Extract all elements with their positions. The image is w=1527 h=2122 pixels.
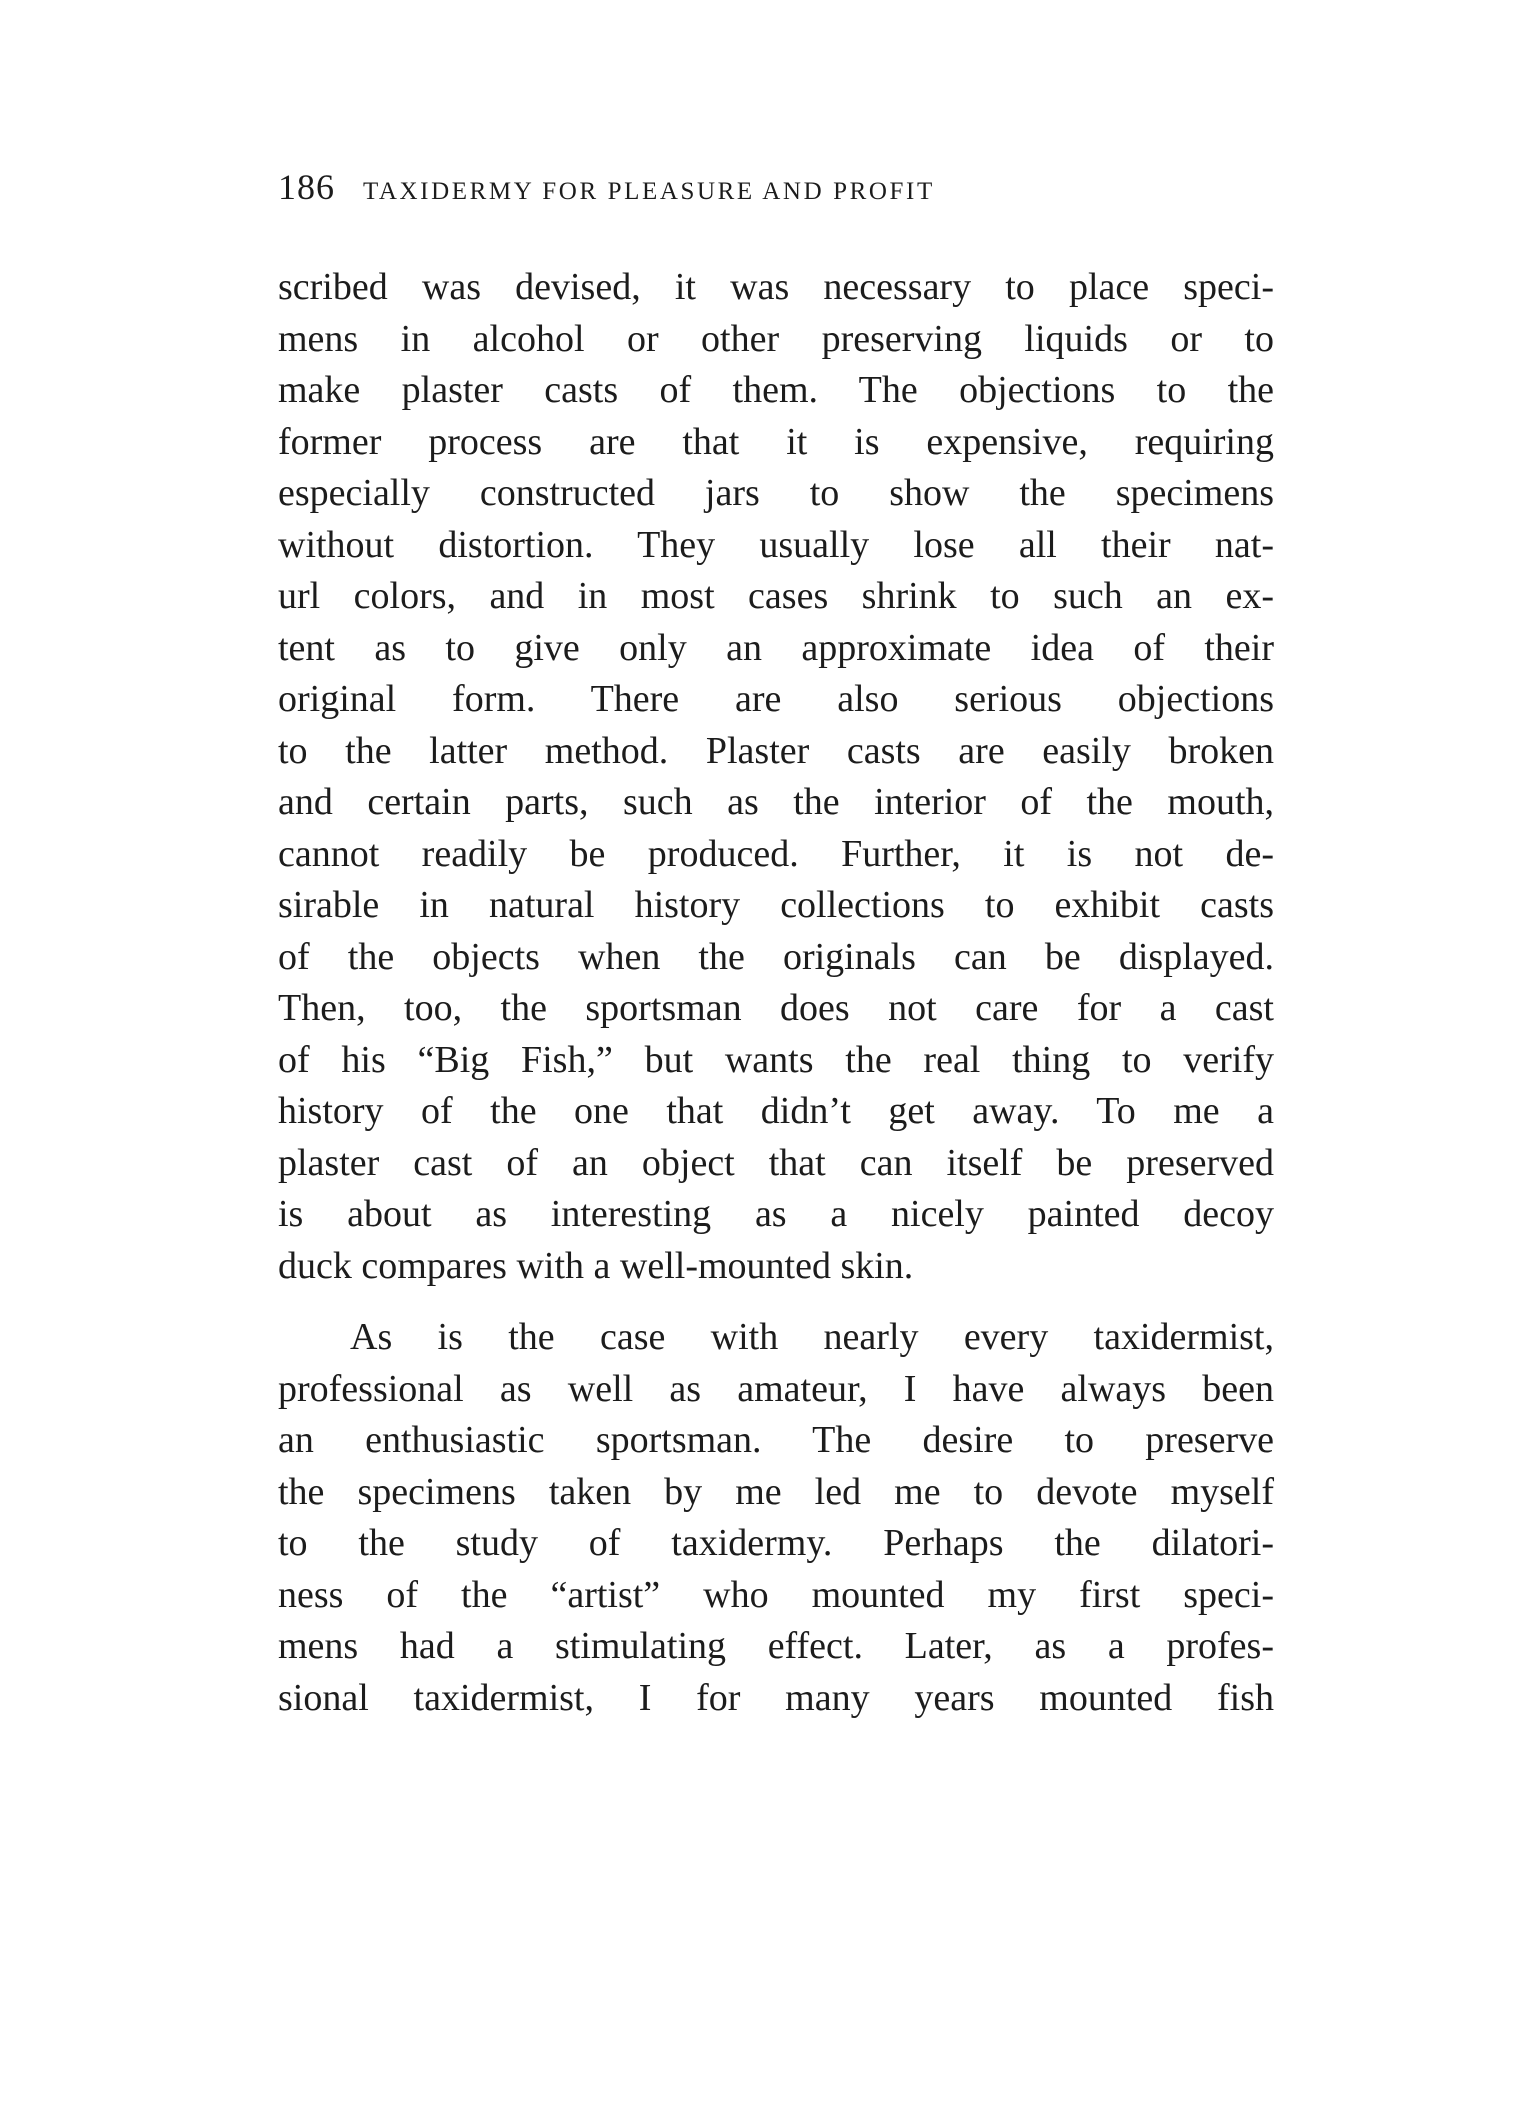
text-line: history of the one that didn’t get away. To me a	[278, 1090, 1274, 1132]
text-line: As is the case with nearly every taxidermist,	[350, 1316, 1274, 1358]
running-title: TAXIDERMY FOR PLEASURE AND PROFIT	[363, 178, 935, 205]
text-line: make plaster casts of them. The objections to the	[278, 369, 1274, 411]
text-line: tent as to give only an approximate idea of their	[278, 626, 1274, 669]
text-line: cannot readily be produced. Further, it is not de-	[278, 832, 1274, 875]
text-line: ness of the “artist” who mounted my first speci-	[278, 1573, 1274, 1616]
text-line: original form. There are also serious objections	[278, 678, 1274, 720]
running-head	[278, 166, 1278, 216]
text-line: Then, too, the sportsman does not care for a cast	[278, 987, 1274, 1029]
paragraph	[278, 1312, 1274, 1724]
text-line: professional as well as amateur, I have always been	[278, 1367, 1274, 1410]
text-line: former process are that it is expensive, requiring	[278, 420, 1274, 463]
text-line: the specimens taken by me led me to devote myself	[278, 1470, 1274, 1513]
text-line: is about as interesting as a nicely painted decoy	[278, 1193, 1274, 1235]
text-line: mens had a stimulating effect. Later, as a profes-	[278, 1625, 1274, 1667]
text-line: to the latter method. Plaster casts are easily broken	[278, 729, 1274, 772]
paragraph-continued	[278, 262, 1274, 1292]
text-line: of his “Big Fish,” but wants the real thing to verify	[278, 1038, 1274, 1081]
text-line: of the objects when the originals can be displayed.	[278, 935, 1274, 978]
body-text	[278, 262, 1274, 1724]
text-line: especially constructed jars to show the specimens	[278, 472, 1274, 514]
text-line: an enthusiastic sportsman. The desire to preserve	[278, 1419, 1274, 1461]
page-number: 186	[278, 167, 335, 207]
text-line: scribed was devised, it was necessary to place speci-	[278, 266, 1274, 308]
text-line: without distortion. They usually lose all their nat-	[278, 523, 1274, 566]
text-line: plaster cast of an object that can itself be preserved	[278, 1141, 1274, 1184]
text-line: to the study of taxidermy. Perhaps the dilatori-	[278, 1522, 1274, 1564]
text-line: sirable in natural history collections to exhibit casts	[278, 884, 1274, 926]
text-line: mens in alcohol or other preserving liquids or to	[278, 317, 1274, 360]
text-line: url colors, and in most cases shrink to such an ex-	[278, 575, 1274, 617]
text-line: and certain parts, such as the interior of the mouth,	[278, 781, 1274, 823]
text-line: duck compares with a well-mounted skin.	[278, 1244, 914, 1287]
text-line: sional taxidermist, I for many years mounted fish	[278, 1676, 1274, 1719]
